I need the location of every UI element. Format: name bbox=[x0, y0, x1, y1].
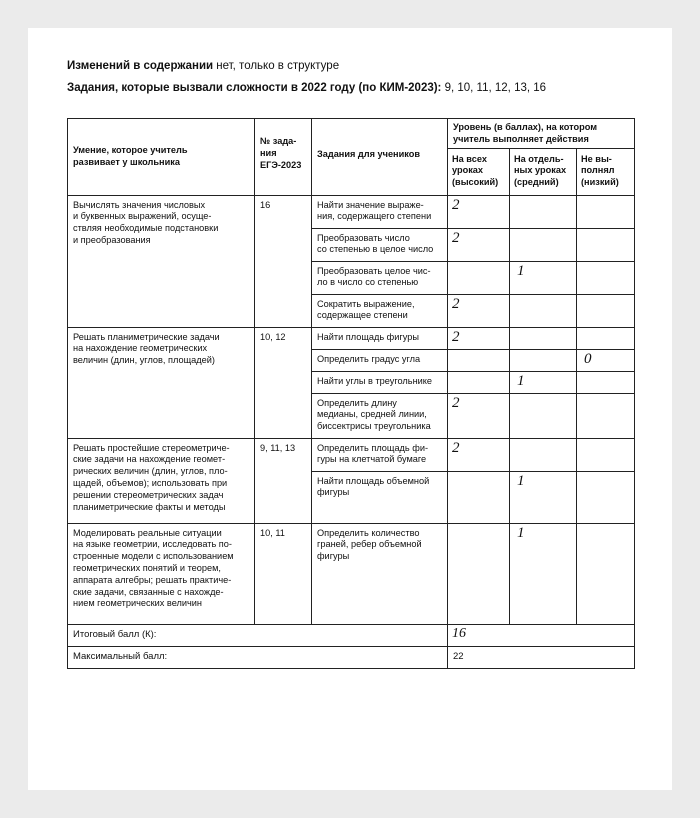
header-ege-number: № зада- ния ЕГЭ-2023 bbox=[255, 119, 312, 196]
score-low-cell bbox=[577, 523, 635, 624]
score-low-cell bbox=[577, 471, 635, 523]
score-high-cell: 2 bbox=[448, 228, 510, 261]
task-cell: Найти значение выраже- ния, содержащего степени bbox=[312, 195, 448, 228]
score-high-cell: 2 bbox=[448, 294, 510, 327]
score-low-cell bbox=[577, 438, 635, 471]
score-mid-cell bbox=[510, 327, 577, 349]
ege-number-cell: 9, 11, 13 bbox=[255, 438, 312, 523]
task-cell: Определить длину медианы, средней линии, биссектрисы треугольника bbox=[312, 393, 448, 438]
table-row bbox=[68, 438, 635, 471]
difficult-tasks-value: 9, 10, 11, 12, 13, 16 bbox=[441, 82, 547, 94]
score-high-cell bbox=[448, 261, 510, 294]
score-high-cell: 2 bbox=[448, 438, 510, 471]
score-mid-cell bbox=[510, 228, 577, 261]
header-level-low: Не вы- полнял (низкий) bbox=[577, 148, 635, 195]
score-high-cell: 2 bbox=[448, 195, 510, 228]
skill-cell: Решать планиметрические задачи на нахождение геометрических величин (длин, углов, площадей) bbox=[68, 327, 255, 438]
task-cell: Преобразовать целое чис- ло в число со степенью bbox=[312, 261, 448, 294]
total-value: 16 bbox=[448, 624, 635, 646]
skills-table bbox=[67, 118, 635, 669]
score-mid-cell: 1 bbox=[510, 371, 577, 393]
score-high-cell bbox=[448, 471, 510, 523]
score-mid-cell bbox=[510, 349, 577, 371]
header-tasks: Задания для учеников bbox=[312, 119, 448, 196]
score-high-cell bbox=[448, 523, 510, 624]
score-low-cell bbox=[577, 228, 635, 261]
ege-number-cell: 10, 12 bbox=[255, 327, 312, 438]
total-label: Итоговый балл (К): bbox=[68, 624, 448, 646]
content-changes-value: нет, только в структуре bbox=[213, 60, 340, 72]
score-mid-cell: 1 bbox=[510, 471, 577, 523]
skill-cell: Вычислять значения числовых и буквенных выражений, осуще- ствляя необходимые подстановки и преобразования bbox=[68, 195, 255, 327]
score-mid-cell: 1 bbox=[510, 523, 577, 624]
score-low-cell bbox=[577, 327, 635, 349]
task-cell: Найти площадь фигуры bbox=[312, 327, 448, 349]
score-high-cell: 2 bbox=[448, 327, 510, 349]
score-high-cell: 2 bbox=[448, 393, 510, 438]
table-row bbox=[68, 523, 635, 624]
score-high-cell bbox=[448, 371, 510, 393]
task-cell: Найти площадь объемной фигуры bbox=[312, 471, 448, 523]
difficult-tasks-line bbox=[67, 81, 546, 95]
task-cell: Определить площадь фи- гуры на клетчатой бумаге bbox=[312, 438, 448, 471]
score-mid-cell bbox=[510, 393, 577, 438]
score-low-cell bbox=[577, 294, 635, 327]
header-skill: Умение, которое учитель развивает у школьника bbox=[68, 119, 255, 196]
content-changes-line bbox=[67, 59, 339, 73]
score-low-cell bbox=[577, 393, 635, 438]
max-value: 22 bbox=[448, 646, 635, 668]
table-row bbox=[68, 195, 635, 228]
max-row bbox=[68, 646, 635, 668]
header-level-high: На всех уроках (высокий) bbox=[448, 148, 510, 195]
content-changes-label: Изменений в содержании bbox=[67, 60, 214, 72]
score-mid-cell bbox=[510, 195, 577, 228]
score-high-cell bbox=[448, 349, 510, 371]
skill-cell: Решать простейшие стереометриче- ские задачи на нахождение геомет- рических величин (длин, углов, пло- щадей, объемов); использовать при решении стереометрических задач планиметрические факты и методы bbox=[68, 438, 255, 523]
task-cell: Сократить выражение, содержащее степени bbox=[312, 294, 448, 327]
score-mid-cell bbox=[510, 438, 577, 471]
score-mid-cell bbox=[510, 294, 577, 327]
total-row bbox=[68, 624, 635, 646]
table-row bbox=[68, 327, 635, 349]
score-low-cell bbox=[577, 371, 635, 393]
header-level-mid: На отдель- ных уроках (средний) bbox=[510, 148, 577, 195]
score-low-cell bbox=[577, 195, 635, 228]
header-level: Уровень (в баллах), на котором учитель выполняет действия bbox=[448, 119, 635, 149]
task-cell: Преобразовать число со степенью в целое число bbox=[312, 228, 448, 261]
difficult-tasks-label: Задания, которые вызвали сложности в 2022 году (по КИМ-2023): bbox=[67, 82, 442, 94]
task-cell: Определить градус угла bbox=[312, 349, 448, 371]
score-low-cell bbox=[577, 261, 635, 294]
ege-number-cell: 16 bbox=[255, 195, 312, 327]
ege-number-cell: 10, 11 bbox=[255, 523, 312, 624]
max-label: Максимальный балл: bbox=[68, 646, 448, 668]
task-cell: Определить количество граней, ребер объемной фигуры bbox=[312, 523, 448, 624]
task-cell: Найти углы в треугольнике bbox=[312, 371, 448, 393]
score-low-cell: 0 bbox=[577, 349, 635, 371]
skill-cell: Моделировать реальные ситуации на языке геометрии, исследовать по- строенные модели с использованием геометрических понятий и теорем, аппарата алгебры; решать практиче- ские задачи, связанные с нахожде- нием геометрических величин bbox=[68, 523, 255, 624]
score-mid-cell: 1 bbox=[510, 261, 577, 294]
